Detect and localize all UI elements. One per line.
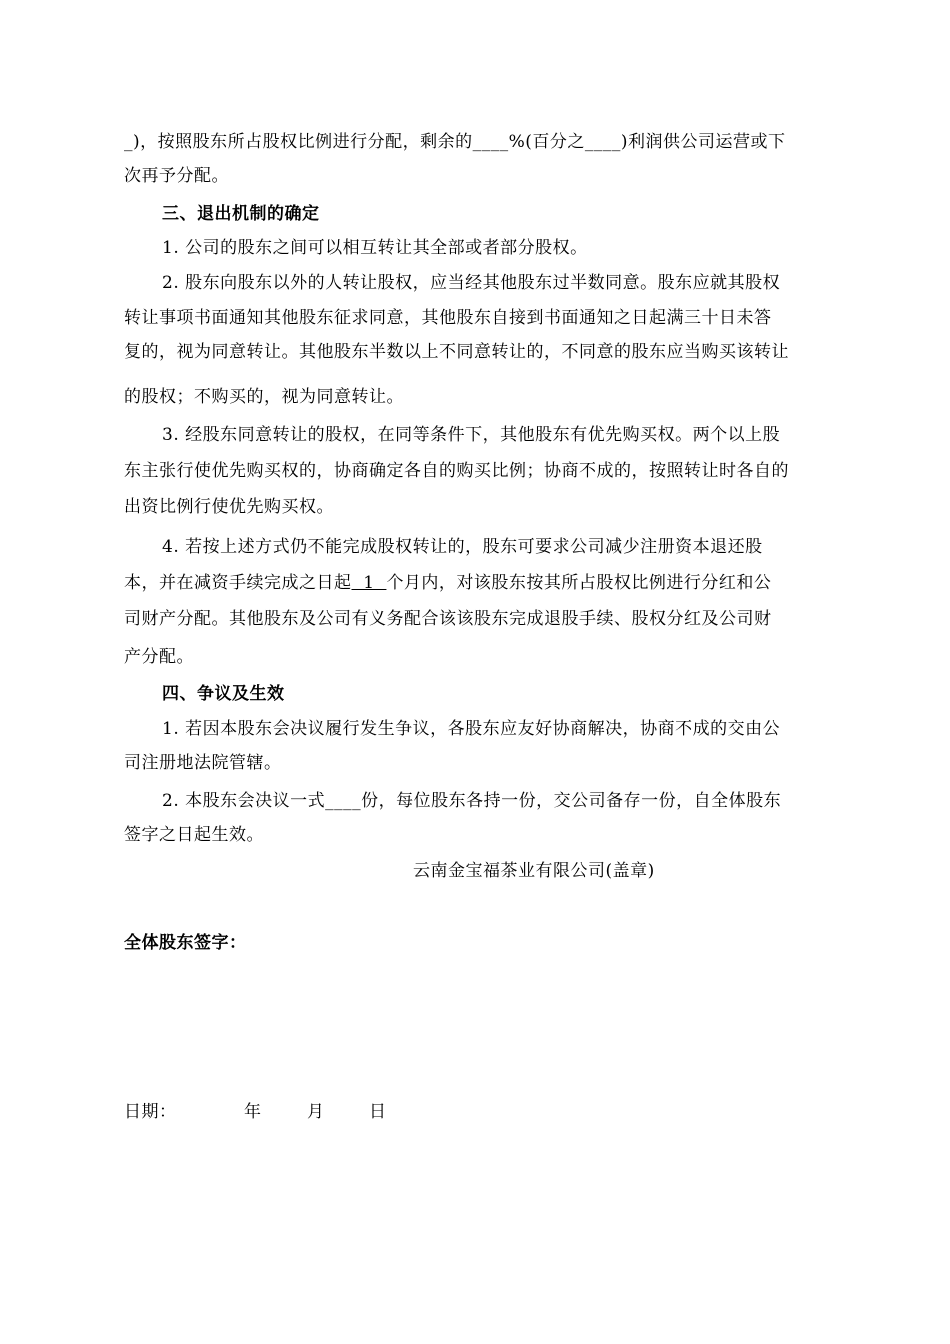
section-4-heading: 四、争议及生效 (162, 684, 285, 704)
section-3-item-2-line-1: 2. 股东向股东以外的人转让股权，应当经其他股东过半数同意。股东应就其股权 (162, 273, 781, 293)
date-year: 年 (244, 1102, 262, 1122)
section-3-item-4-line-3: 司财产分配。其他股东及公司有义务配合该该股东完成退股手续、股权分红及公司财 (124, 609, 772, 629)
section-3-item-2-line-2: 转让事项书面通知其他股东征求同意，其他股东自接到书面通知之日起满三十日未答 (124, 308, 772, 328)
signature-label: 全体股东签字： (124, 933, 247, 953)
section-3-item-4-line-1: 4. 若按上述方式仍不能完成股权转让的，股东可要求公司减少注册资本退还股 (162, 537, 763, 557)
months-blank: 1 (351, 573, 387, 593)
section-4-item-1-line-1: 1. 若因本股东会决议履行发生争议，各股东应友好协商解决，协商不成的交由公 (162, 719, 781, 739)
section-3-item-4-line-2 (124, 568, 771, 593)
section-3-item-2-line-4: 的股权；不购买的，视为同意转让。 (124, 387, 404, 407)
section-3-item-1: 1. 公司的股东之间可以相互转让其全部或者部分股权。 (162, 238, 588, 258)
section-3-item-2-line-3: 复的，视为同意转让。其他股东半数以上不同意转让的，不同意的股东应当购买该转让 (124, 342, 789, 362)
section-3-item-3-line-2: 东主张行使优先购买权的，协商确定各自的购买比例；协商不成的，按照转让时各自的 (124, 461, 789, 481)
section-4-item-2-line-1: 2. 本股东会决议一式____份，每位股东各持一份，交公司备存一份，自全体股东 (162, 791, 782, 811)
section-3-heading: 三、退出机制的确定 (162, 204, 320, 224)
distribution-line-1: _)，按照股东所占股权比例进行分配，剩余的____%(百分之____)利润供公司运营或下 (124, 132, 786, 152)
company-seal-text: 云南金宝福茶业有限公司(盖章) (413, 861, 655, 881)
section-3-item-3-line-3: 出资比例行使优先购买权。 (124, 497, 334, 517)
section-4-item-1-line-2: 司注册地法院管辖。 (124, 753, 282, 773)
date-label: 日期： (124, 1102, 177, 1122)
section-3-item-3-line-1: 3. 经股东同意转让的股权，在同等条件下，其他股东有优先购买权。两个以上股 (162, 425, 781, 445)
date-month: 月 (307, 1102, 325, 1122)
distribution-line-2: 次再予分配。 (124, 166, 229, 186)
section-4-item-2-line-2: 签字之日起生效。 (124, 825, 264, 845)
item-4-text-after-blank: 个月内，对该股东按其所占股权比例进行分红和公 (386, 573, 772, 593)
item-4-text-before-blank: 本，并在减资手续完成之日起 (124, 573, 352, 593)
section-3-item-4-line-4: 产分配。 (124, 647, 194, 667)
date-day: 日 (369, 1102, 387, 1122)
